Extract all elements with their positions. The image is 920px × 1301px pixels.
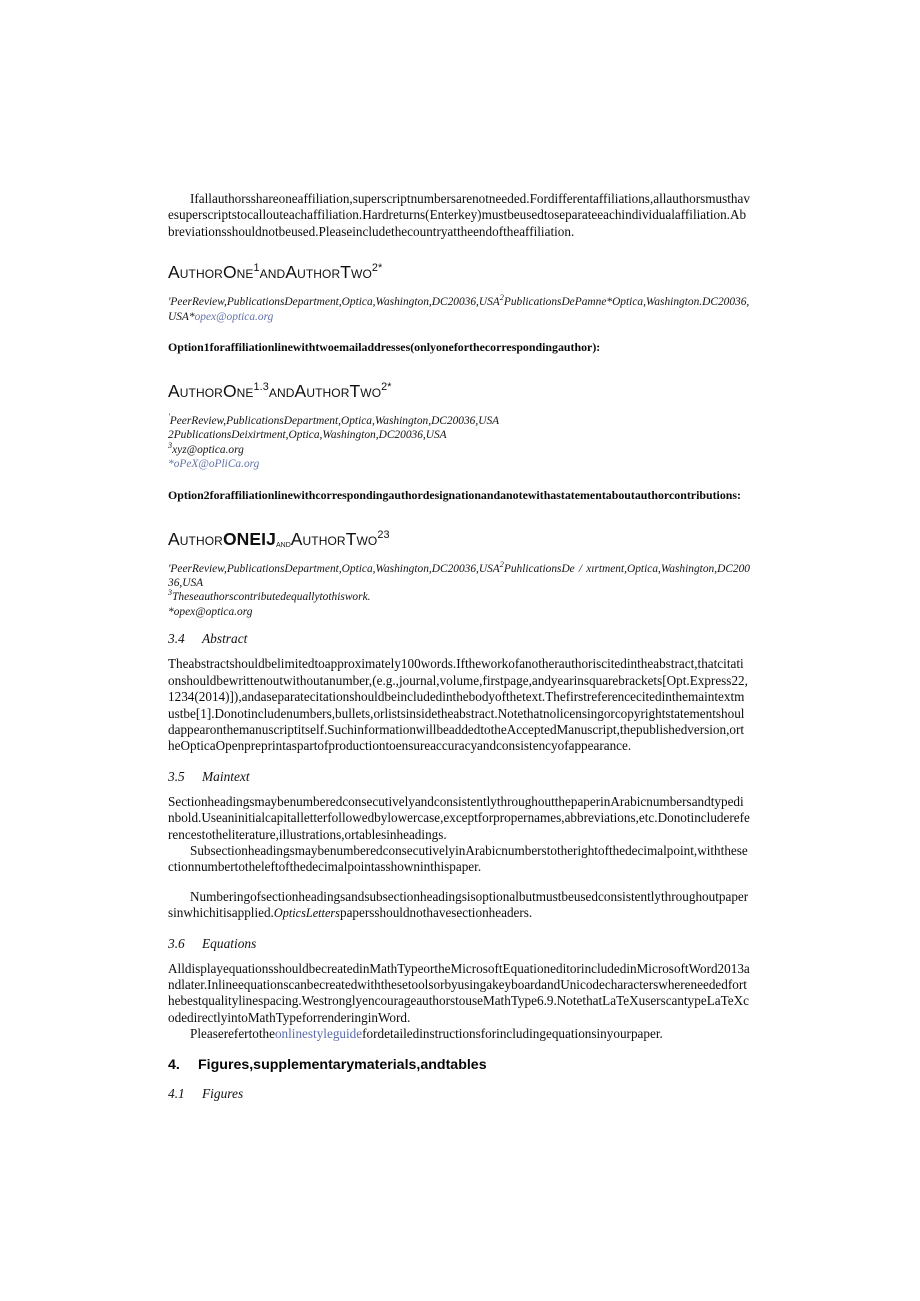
- email-link-2[interactable]: *oPeX@oPliCa.org: [168, 458, 260, 471]
- equations-paragraph-2-b: fordetailedinstructionsforincludingequationsinyourpaper.: [362, 1026, 663, 1042]
- affiliation-1-text: 'PeerReview,PublicationsDepartment,Optica,Washington,DC20036,USA: [168, 296, 500, 309]
- maintext-paragraph-3-b: papersshouldnothavesectionheaders.: [339, 905, 533, 921]
- option-2-note: Option2foraffiliationlinewithcorrespondingauthordesignationandanotewithastatementaboutauthorcontributions:: [168, 487, 742, 502]
- section-4-number: 4.: [168, 1056, 180, 1073]
- affiliation-line-2d: [168, 457, 750, 471]
- subsection-3-6-title: Equations: [202, 935, 257, 951]
- intro-paragraph: Ifallauthorsshareoneaffiliation,superscriptnumbersarenotneeded.Fordifferentaffiliations,allauthorsmusthavesuperscriptstocallouteachaffiliation.Hardreturns(Enterkey)mustbeusedtoseparateeachindividualaffiliation.Abbreviationsshouldnotbeused.Pleaseincludethecountryattheendoftheaffiliation.: [168, 191, 750, 239]
- affiliation-2a-superscript: ': [168, 412, 170, 422]
- affiliation-line-2b: [168, 428, 750, 442]
- author-heading-1-part5: Two: [340, 262, 372, 283]
- author-heading-1-part4: Author: [285, 262, 341, 283]
- maintext-paragraph-3: [168, 889, 750, 922]
- author-heading-2-part5: Two: [349, 381, 382, 402]
- author-heading-3-part1: Author: [168, 528, 223, 549]
- author-heading-2-sup1: 1.3: [253, 381, 269, 394]
- spacer: [168, 472, 750, 488]
- affiliation-line-2c: [168, 443, 750, 457]
- affiliation-2c-text: xyz@optica.org: [172, 443, 244, 456]
- affiliation-line-1: [168, 295, 750, 324]
- author-heading-1-sup2: 2*: [371, 262, 383, 275]
- author-contribution-superscript: 3: [168, 588, 173, 598]
- spacer: [168, 282, 750, 295]
- subsection-heading-3-5: [168, 768, 750, 785]
- author-heading-1: [168, 262, 750, 282]
- subsection-3-4-number: 3.4: [168, 631, 185, 647]
- affiliation-2b-text: 2PublicationsDeixirtment,Optica,Washington,DC20036,USA: [168, 429, 447, 442]
- author-heading-3-part2: ONEIJ: [222, 528, 276, 549]
- author-heading-2: [168, 381, 750, 401]
- author-heading-2-sup2: 2*: [381, 381, 392, 394]
- equations-paragraph-1: AlldisplayequationsshouldbecreatedinMathTypeortheMicrosoftEquationeditorincludedinMicrosoftWord2013andlater.InlineequationscanbecreatedwiththesetoolsorbyusingakeyboardandUnicodecharacterswhereneededforthebestqualitylinespacing.WestronglyencourageauthorstouseMathType6.9.NotethatLaTeXuserscantypeLaTeXcodedirectlyintoMathTypeforrenderinginWord.: [168, 960, 750, 1025]
- affiliation-3-continued: PuhlicationsDe / xırtment,Optica,Washington,DC20036,USA: [168, 562, 750, 590]
- maintext-paragraph-1: SectionheadingsmaybenumberedconsecutivelyandconsistentlythroughoutthepaperinArabicnumbersandtypedinbold.Useaninitialcapitalletterfollowedbylowercase,exceptforpropernames,abbreviations,etc.Donotincludereferencestotheliterature,illustrations,ortablesinheadings.: [168, 793, 750, 842]
- author-heading-2-part4: Author: [294, 381, 350, 402]
- page-content: [168, 191, 750, 1102]
- section-4-title: Figures,supplementarymaterials,andtables: [198, 1056, 487, 1073]
- email-link-3[interactable]: *opex@optica.org: [168, 605, 253, 618]
- affiliation-3-superscript: 2: [499, 559, 504, 569]
- affiliation-line-3-email: [168, 605, 750, 619]
- equations-paragraph-2-a: Pleaserefertothe: [190, 1026, 275, 1042]
- subsection-3-6-number: 3.6: [168, 935, 185, 951]
- maintext-paragraph-3-a: Numberingofsectionheadingsandsubsectionheadingsisoptionalbutmustbeusedconsistentlythroughoutpapersinwhichitisapplied.: [168, 888, 749, 921]
- subsection-heading-4-1: [168, 1085, 750, 1102]
- subsection-4-1-number: 4.1: [168, 1085, 185, 1101]
- author-heading-3-part3: and: [275, 538, 291, 550]
- author-heading-1-part3: and: [259, 262, 286, 283]
- author-heading-2-part2: One: [222, 381, 254, 402]
- author-contribution-note: [168, 590, 750, 604]
- author-heading-2-part1: Author: [168, 381, 223, 402]
- affiliation-1-superscript: 2: [499, 293, 504, 303]
- email-link-1[interactable]: opex@optica.org: [194, 310, 274, 323]
- spacer: [168, 549, 750, 562]
- author-heading-1-part1: Author: [168, 262, 223, 283]
- subsection-3-5-number: 3.5: [168, 768, 185, 784]
- author-heading-1-sup1: 1: [253, 262, 260, 275]
- author-heading-3-sup2: 23: [377, 528, 390, 541]
- spacer: [168, 755, 750, 768]
- author-heading-1-part2: One: [222, 262, 254, 283]
- spacer: [168, 619, 750, 630]
- optics-letters-italic: OpticsLetters: [273, 906, 340, 921]
- affiliation-3-text: 'PeerReview,PublicationsDepartment,Optica,Washington,DC20036,USA: [168, 562, 500, 575]
- spacer: [168, 785, 750, 794]
- spacer: [168, 922, 750, 935]
- option-1-note: Option1foraffiliationlinewithtwoemailaddresses(onlyoneforthecorrespondingauthor):: [168, 340, 601, 355]
- spacer: [168, 1043, 750, 1056]
- spacer: [168, 876, 750, 889]
- equations-paragraph-2: [168, 1026, 750, 1042]
- spacer: [168, 240, 750, 262]
- spacer: [168, 503, 750, 529]
- spacer: [168, 1074, 750, 1085]
- author-heading-2-part3: and: [268, 381, 295, 402]
- subsection-4-1-title: Figures: [202, 1085, 244, 1101]
- affiliation-2a-text: PeerReview,PublicationsDepartment,Optica,Washington,DC20036,USA: [169, 415, 500, 428]
- maintext-paragraph-2: SubsectionheadingsmaybenumberedconsecutivelyinArabicnumberstotherightofthedecimalpoint,withthesectionnumbertotheleftofthedecimalpointasshowninthispaper.: [168, 842, 748, 875]
- affiliation-1-continued: PublicationsDePamne*Optica,Washington.DC20036,USA*: [168, 296, 750, 323]
- abstract-paragraph: Theabstractshouldbelimitedtoapproximately100words.Iftheworkofanotherauthoriscitedintheabstract,thatcitationshouldbewrittenoutwithoutanumber,(e.g.,journal,volume,firstpage,andyearinsquarebrackets[Opt.Express22,1234(2014)]),andaseparatecitationshouldbeincludedinthebodyofthetext.Thefirstreferencecitedinthemaintextmustbe[1].Donotincludenumbers,bullets,orlistsinsidetheabstract.Notethatnolicensingorcopyrightstatementshouldappearonthemanuscriptitself.SuchinformationwillbeaddedtotheAcceptedManuscript,thepublishedversion,ortheOpticaOpenpreprintaspartofproductiontoensureaccuracyandconsistencyofappearance.: [168, 656, 748, 754]
- online-style-guide-link[interactable]: onlinestyleguide: [274, 1026, 363, 1042]
- author-heading-3: [168, 529, 750, 549]
- affiliation-2c-superscript: 3: [168, 441, 173, 451]
- spacer: [168, 355, 750, 381]
- spacer: [168, 324, 750, 340]
- subsection-heading-3-4: [168, 630, 750, 647]
- author-heading-3-part5: Two: [345, 528, 378, 549]
- section-heading-4: [168, 1056, 750, 1074]
- spacer: [168, 401, 750, 414]
- affiliation-line-3: [168, 559, 750, 591]
- spacer: [168, 952, 750, 961]
- subsection-3-4-title: Abstract: [202, 631, 248, 647]
- subsection-heading-3-6: [168, 935, 750, 952]
- spacer: [168, 647, 750, 656]
- subsection-3-5-title: Maintext: [202, 768, 250, 784]
- author-contribution-text: Theseauthorscontributedequallytothiswork.: [172, 591, 371, 604]
- affiliation-line-2a: [168, 414, 750, 428]
- author-heading-3-part4: Author: [290, 528, 346, 549]
